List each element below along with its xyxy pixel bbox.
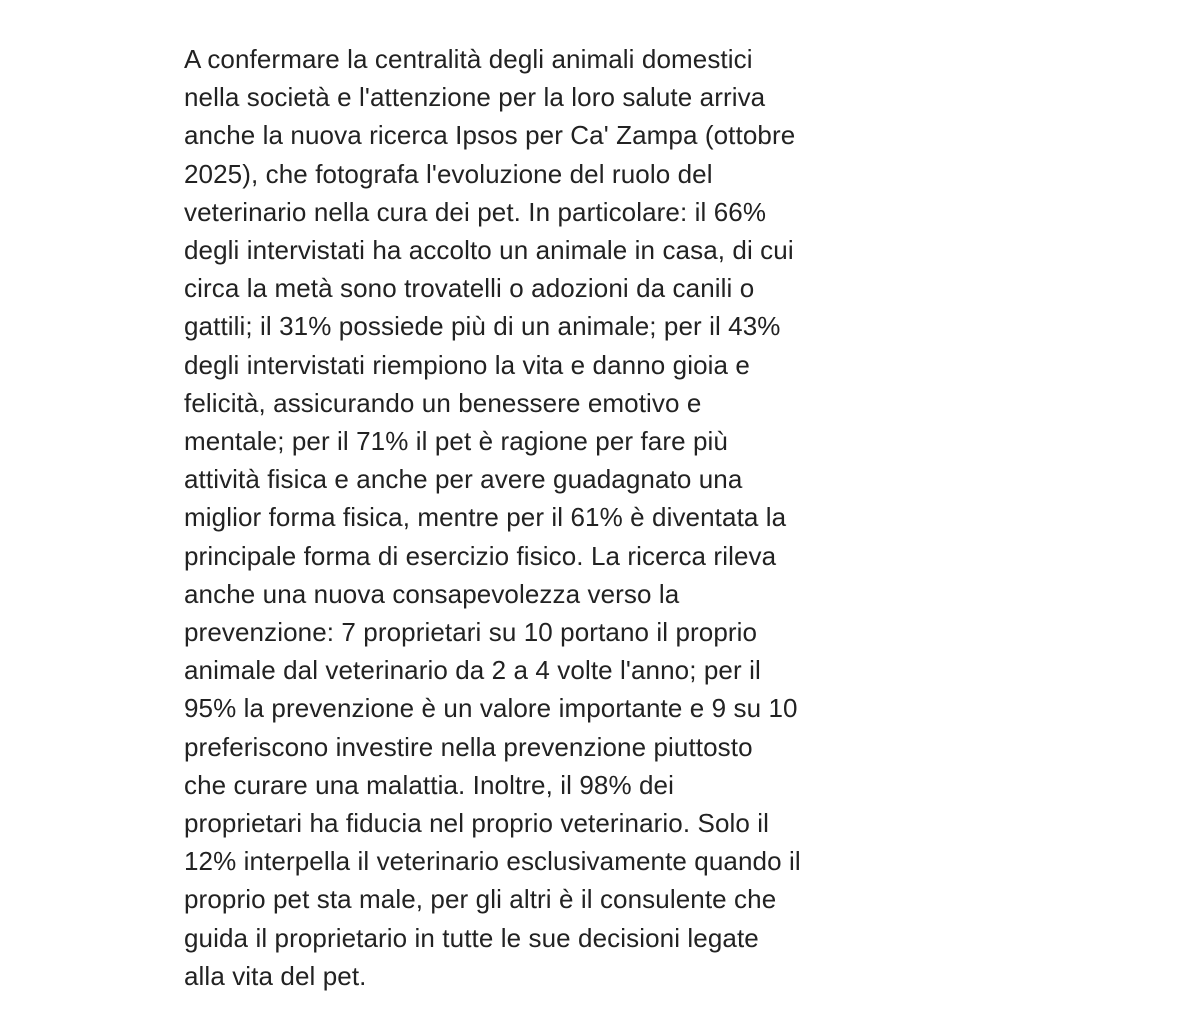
paragraph-line: animale dal veterinario da 2 a 4 volte l'anno; per il: [184, 655, 761, 686]
paragraph-line: principale forma di esercizio fisico. La ricerca rileva: [184, 540, 777, 571]
article-paragraph: [184, 40, 984, 995]
paragraph-line: prevenzione: 7 proprietari su 10 portano il proprio: [184, 617, 758, 648]
paragraph-line: miglior forma fisica, mentre per il 61% è diventata la: [184, 502, 787, 533]
paragraph-line: anche una nuova consapevolezza verso la: [184, 578, 680, 609]
paragraph-line: mentale; per il 71% il pet è ragione per fare più: [184, 426, 728, 457]
paragraph-line: anche la nuova ricerca Ipsos per Ca' Zampa (ottobre: [184, 120, 796, 151]
paragraph-line: che curare una malattia. Inoltre, il 98% dei: [184, 769, 674, 800]
paragraph-line: felicità, assicurando un benessere emotivo e: [184, 387, 702, 418]
paragraph-line: circa la metà sono trovatelli o adozioni da canili o: [184, 273, 755, 304]
paragraph-line: proprietari ha fiducia nel proprio veterinario. Solo il: [184, 808, 770, 839]
paragraph-line: attività fisica e anche per avere guadagnato una: [184, 464, 743, 495]
paragraph-line: preferiscono investire nella prevenzione piuttosto: [184, 731, 753, 762]
article-body: [184, 40, 984, 995]
paragraph-line: gattili; il 31% possiede più di un animale; per il 43%: [184, 311, 781, 342]
paragraph-line: degli intervistati ha accolto un animale in casa, di cui: [184, 235, 794, 266]
paragraph-line: proprio pet sta male, per gli altri è il consulente che: [184, 884, 777, 915]
paragraph-line: veterinario nella cura dei pet. In particolare: il 66%: [184, 196, 767, 227]
paragraph-line: A confermare la centralità degli animali domestici: [184, 44, 753, 74]
paragraph-line: alla vita del pet.: [184, 960, 367, 991]
paragraph-line: 12% interpella il veterinario esclusivamente quando il: [184, 846, 801, 877]
paragraph-line: 95% la prevenzione è un valore importante e 9 su 10: [184, 693, 798, 724]
paragraph-line: nella società e l'attenzione per la loro salute arriva: [184, 82, 766, 113]
paragraph-line: degli intervistati riempiono la vita e danno gioia e: [184, 349, 750, 380]
paragraph-line: 2025), che fotografa l'evoluzione del ruolo del: [184, 158, 713, 189]
paragraph-line: guida il proprietario in tutte le sue decisioni legate: [184, 922, 759, 953]
